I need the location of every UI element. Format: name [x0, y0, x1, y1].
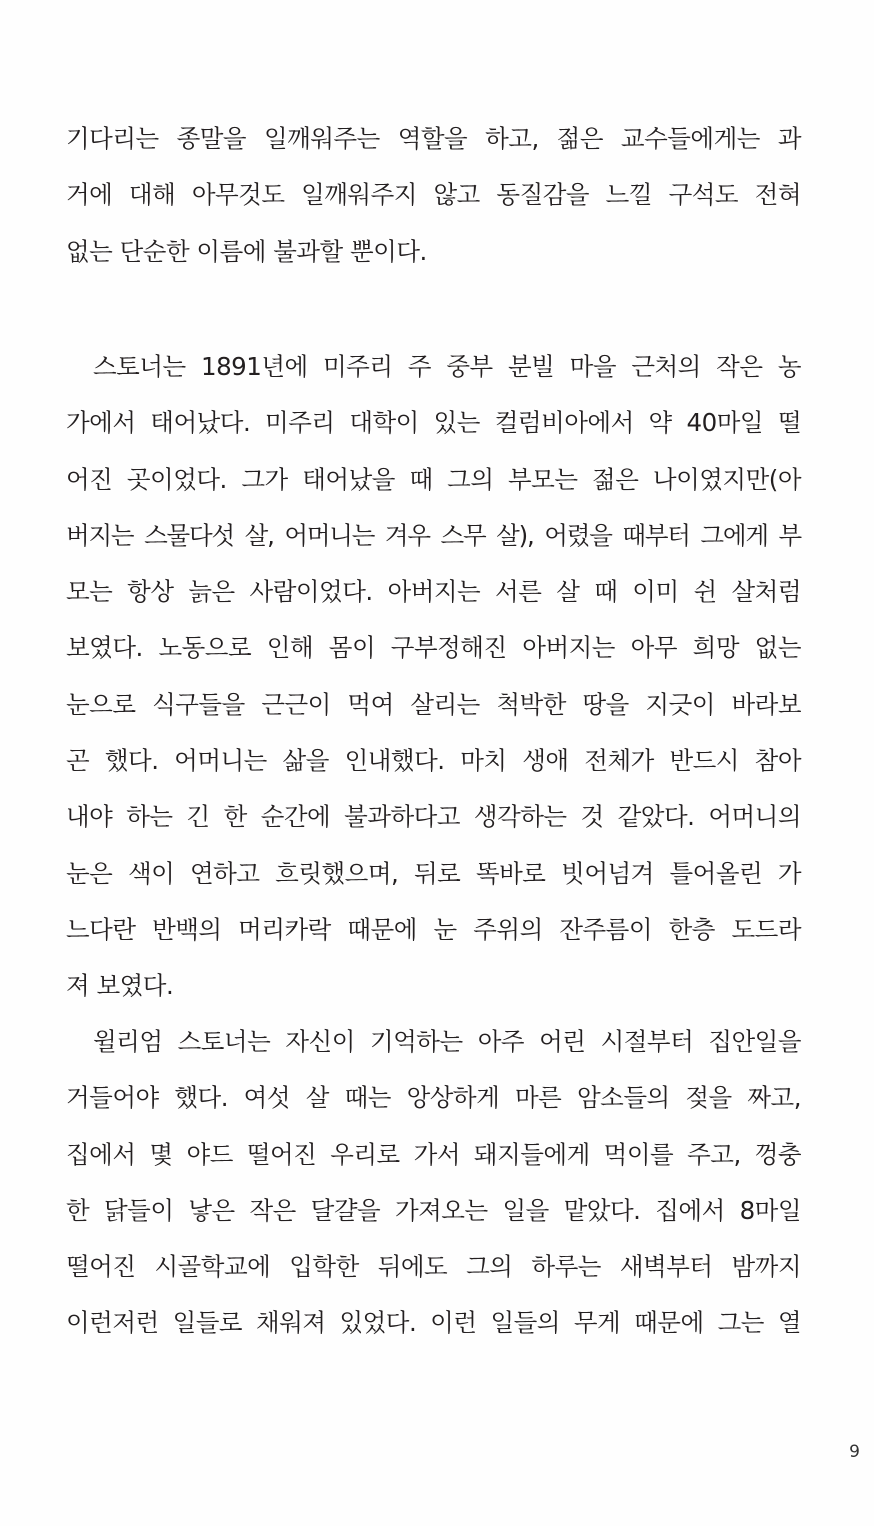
text-line: 윌리엄 스토너는 자신이 기억하는 아주 어린 시절부터 집안일을	[93, 1027, 801, 1056]
text-line: 없는 단순한 이름에 불과할 뿐이다.	[66, 236, 427, 266]
paragraph-3	[66, 1014, 801, 1352]
paragraph-1	[66, 111, 801, 280]
text-line: 집에서 몇 야드 떨어진 우리로 가서 돼지들에게 먹이를 주고, 껑충	[66, 1139, 801, 1169]
page-number: 9	[849, 1442, 860, 1462]
text-line: 느다란 반백의 머리카락 때문에 눈 주위의 잔주름이 한층 도드라	[66, 914, 801, 944]
text-line: 거에 대해 아무것도 일깨워주지 않고 동질감을 느낄 구석도 전혀	[66, 180, 801, 210]
text-line: 스토너는 1891년에 미주리 주 중부 분빌 마을 근처의 작은 농	[93, 352, 801, 381]
text-line: 가에서 태어났다. 미주리 대학이 있는 컬럼비아에서 약 40마일 떨	[66, 408, 801, 438]
text-line: 곤 했다. 어머니는 삶을 인내했다. 마치 생애 전체가 반드시 참아	[66, 746, 801, 776]
text-line: 눈은 색이 연하고 흐릿했으며, 뒤로 똑바로 빗어넘겨 틀어올린 가	[66, 858, 801, 888]
text-line: 한 닭들이 낳은 작은 달걀을 가져오는 일을 맡았다. 집에서 8마일	[66, 1195, 801, 1225]
text-line: 져 보였다.	[66, 971, 174, 1001]
text-line: 내야 하는 긴 한 순간에 불과하다고 생각하는 것 같았다. 어머니의	[66, 802, 801, 832]
text-line: 이런저런 일들로 채워져 있었다. 이런 일들의 무게 때문에 그는 열	[66, 1308, 801, 1338]
text-line: 떨어진 시골학교에 입학한 뒤에도 그의 하루는 새벽부터 밤까지	[66, 1252, 801, 1282]
text-line: 어진 곳이었다. 그가 태어났을 때 그의 부모는 젊은 나이였지만(아	[66, 464, 801, 494]
text-line: 모는 항상 늙은 사람이었다. 아버지는 서른 살 때 이미 쉰 살처럼	[66, 577, 801, 607]
paragraph-2	[66, 339, 801, 1015]
text-line: 버지는 스물다섯 살, 어머니는 겨우 스무 살), 어렸을 때부터 그에게 부	[66, 520, 801, 550]
text-line: 눈으로 식구들을 근근이 먹여 살리는 척박한 땅을 지긋이 바라보	[66, 689, 801, 719]
text-line: 거들어야 했다. 여섯 살 때는 앙상하게 마른 암소들의 젖을 짜고,	[66, 1083, 801, 1113]
text-line: 보였다. 노동으로 인해 몸이 구부정해진 아버지는 아무 희망 없는	[66, 633, 801, 663]
text-line: 기다리는 종말을 일깨워주는 역할을 하고, 젊은 교수들에게는 과	[66, 124, 801, 153]
